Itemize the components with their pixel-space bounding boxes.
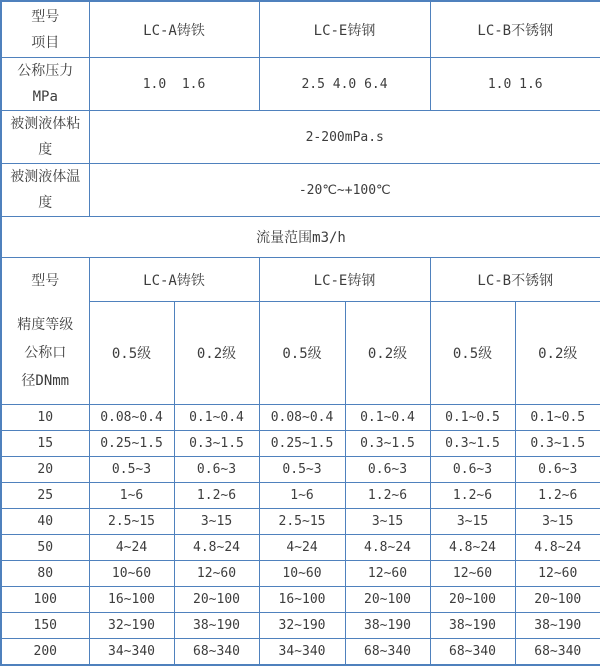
flow-range-cell: 38~190 bbox=[430, 613, 515, 639]
flow-range-cell: 12~60 bbox=[174, 561, 259, 587]
dn-cell: 100 bbox=[1, 587, 89, 613]
flow-range-cell: 0.5~3 bbox=[89, 457, 174, 483]
flow-range-cell: 4.8~24 bbox=[174, 535, 259, 561]
flow-range-cell: 0.6~3 bbox=[515, 457, 600, 483]
flow-range-cell: 1.2~6 bbox=[430, 483, 515, 509]
viscosity-label-cell: 被测液体粘度 bbox=[1, 111, 89, 164]
pressure-label-line1: 公称压力 bbox=[17, 63, 74, 79]
flow-range-cell: 16~100 bbox=[89, 587, 174, 613]
grade-cell: 0.2级 bbox=[174, 302, 259, 405]
grade-cell: 0.2级 bbox=[515, 302, 600, 405]
flow-range-cell: 0.6~3 bbox=[345, 457, 430, 483]
pressure-value-lcb: 1.0 1.6 bbox=[430, 58, 600, 111]
table-row-dn20 bbox=[1, 457, 600, 483]
grade-cell: 0.5级 bbox=[89, 302, 174, 405]
flow-range-cell: 32~190 bbox=[89, 613, 174, 639]
flow-range-cell: 4.8~24 bbox=[430, 535, 515, 561]
flow-range-cell: 0.08~0.4 bbox=[259, 405, 345, 431]
table-row-flow-banner bbox=[1, 217, 600, 258]
flow-model-header-lca: LC-A铸铁 bbox=[89, 258, 259, 302]
model-header-lce: LC-E铸钢 bbox=[259, 1, 430, 58]
flow-range-cell: 0.1~0.5 bbox=[515, 405, 600, 431]
flow-range-cell: 1~6 bbox=[259, 483, 345, 509]
flow-range-cell: 1.2~6 bbox=[515, 483, 600, 509]
table-row-dn150 bbox=[1, 613, 600, 639]
flow-range-cell: 68~340 bbox=[345, 639, 430, 666]
flow-range-cell: 0.6~3 bbox=[430, 457, 515, 483]
flow-range-cell: 10~60 bbox=[259, 561, 345, 587]
flow-range-cell: 0.1~0.5 bbox=[430, 405, 515, 431]
flow-range-cell: 0.3~1.5 bbox=[515, 431, 600, 457]
temperature-label-cell: 被测液体温度 bbox=[1, 164, 89, 217]
table-row-dn10 bbox=[1, 405, 600, 431]
dn-cell: 50 bbox=[1, 535, 89, 561]
pressure-label-line2: MPa bbox=[32, 89, 58, 105]
flow-range-cell: 68~340 bbox=[174, 639, 259, 666]
flow-range-cell: 3~15 bbox=[345, 509, 430, 535]
flow-range-cell: 0.25~1.5 bbox=[259, 431, 345, 457]
accuracy-label-line3: 径DNmm bbox=[21, 372, 70, 389]
flow-range-cell: 0.5~3 bbox=[259, 457, 345, 483]
table-row-dn40 bbox=[1, 509, 600, 535]
flow-range-cell: 3~15 bbox=[515, 509, 600, 535]
flow-range-cell: 0.1~0.4 bbox=[174, 405, 259, 431]
corner-label-line2: 项目 bbox=[31, 34, 60, 51]
flow-range-cell: 3~15 bbox=[174, 509, 259, 535]
table-row-header bbox=[1, 1, 600, 58]
flow-range-cell: 12~60 bbox=[345, 561, 430, 587]
flow-range-cell: 68~340 bbox=[515, 639, 600, 666]
flow-range-cell: 20~100 bbox=[430, 587, 515, 613]
flow-range-cell: 3~15 bbox=[430, 509, 515, 535]
flow-range-cell: 34~340 bbox=[259, 639, 345, 666]
table-row-dn200 bbox=[1, 639, 600, 666]
corner-model-item-cell bbox=[1, 1, 89, 58]
model-header-lcb: LC-B不锈钢 bbox=[430, 1, 600, 58]
viscosity-value-cell: 2-200mPa.s bbox=[89, 111, 600, 164]
dn-cell: 20 bbox=[1, 457, 89, 483]
dn-cell: 40 bbox=[1, 509, 89, 535]
dn-cell: 150 bbox=[1, 613, 89, 639]
temperature-value-cell: -20℃~+100℃ bbox=[89, 164, 600, 217]
model-header-lca: LC-A铸铁 bbox=[89, 1, 259, 58]
flow-range-cell: 0.3~1.5 bbox=[345, 431, 430, 457]
table-row-dn25 bbox=[1, 483, 600, 509]
flow-range-cell: 2.5~15 bbox=[89, 509, 174, 535]
flow-range-cell: 0.6~3 bbox=[174, 457, 259, 483]
flow-range-cell: 12~60 bbox=[515, 561, 600, 587]
pressure-value-lce: 2.5 4.0 6.4 bbox=[259, 58, 430, 111]
flow-range-cell: 4~24 bbox=[259, 535, 345, 561]
flow-range-banner-cell: 流量范围m3/h bbox=[1, 217, 600, 258]
flow-range-cell: 32~190 bbox=[259, 613, 345, 639]
table-row-temperature bbox=[1, 164, 600, 217]
flow-range-cell: 20~100 bbox=[515, 587, 600, 613]
table-row-flow-models bbox=[1, 258, 600, 302]
flow-range-cell: 10~60 bbox=[89, 561, 174, 587]
pressure-label-cell bbox=[1, 58, 89, 111]
flow-model-label: 型号 bbox=[31, 273, 60, 289]
flow-corner-wrap bbox=[4, 259, 87, 404]
grade-cell: 0.5级 bbox=[259, 302, 345, 405]
flow-range-cell: 38~190 bbox=[515, 613, 600, 639]
flow-range-cell: 4~24 bbox=[89, 535, 174, 561]
table-row-pressure bbox=[1, 58, 600, 111]
flow-range-cell: 0.3~1.5 bbox=[174, 431, 259, 457]
corner-label-line1: 型号 bbox=[31, 8, 60, 25]
flow-range-cell: 4.8~24 bbox=[345, 535, 430, 561]
flow-range-cell: 38~190 bbox=[174, 613, 259, 639]
flow-range-cell: 16~100 bbox=[259, 587, 345, 613]
flow-range-cell: 1.2~6 bbox=[174, 483, 259, 509]
flow-range-cell: 38~190 bbox=[345, 613, 430, 639]
pressure-value-lca: 1.0 1.6 bbox=[89, 58, 259, 111]
flow-model-header-lcb: LC-B不锈钢 bbox=[430, 258, 600, 302]
dn-cell: 200 bbox=[1, 639, 89, 666]
grade-cell: 0.5级 bbox=[430, 302, 515, 405]
flow-model-header-lce: LC-E铸钢 bbox=[259, 258, 430, 302]
table-row-viscosity bbox=[1, 111, 600, 164]
dn-cell: 80 bbox=[1, 561, 89, 587]
dn-cell: 10 bbox=[1, 405, 89, 431]
flow-range-cell: 12~60 bbox=[430, 561, 515, 587]
flow-range-cell: 0.3~1.5 bbox=[430, 431, 515, 457]
grade-cell: 0.2级 bbox=[345, 302, 430, 405]
flow-corner-cell bbox=[1, 258, 89, 405]
flow-range-cell: 1.2~6 bbox=[345, 483, 430, 509]
table-row-dn50 bbox=[1, 535, 600, 561]
table-row-grades bbox=[1, 302, 600, 405]
accuracy-label-line2: 公称口 bbox=[24, 344, 67, 361]
flow-range-cell: 0.1~0.4 bbox=[345, 405, 430, 431]
table-row-dn80 bbox=[1, 561, 600, 587]
flow-range-cell: 4.8~24 bbox=[515, 535, 600, 561]
accuracy-diameter-label bbox=[4, 302, 87, 404]
flow-range-cell: 34~340 bbox=[89, 639, 174, 666]
flow-range-cell: 2.5~15 bbox=[259, 509, 345, 535]
flow-range-cell: 0.08~0.4 bbox=[89, 405, 174, 431]
dn-cell: 25 bbox=[1, 483, 89, 509]
flow-range-cell: 68~340 bbox=[430, 639, 515, 666]
table-row-dn15 bbox=[1, 431, 600, 457]
dn-cell: 15 bbox=[1, 431, 89, 457]
table-row-dn100 bbox=[1, 587, 600, 613]
flow-range-cell: 1~6 bbox=[89, 483, 174, 509]
flow-range-cell: 20~100 bbox=[345, 587, 430, 613]
flow-range-cell: 0.25~1.5 bbox=[89, 431, 174, 457]
flow-range-cell: 20~100 bbox=[174, 587, 259, 613]
accuracy-label-line1: 精度等级 bbox=[17, 316, 74, 333]
